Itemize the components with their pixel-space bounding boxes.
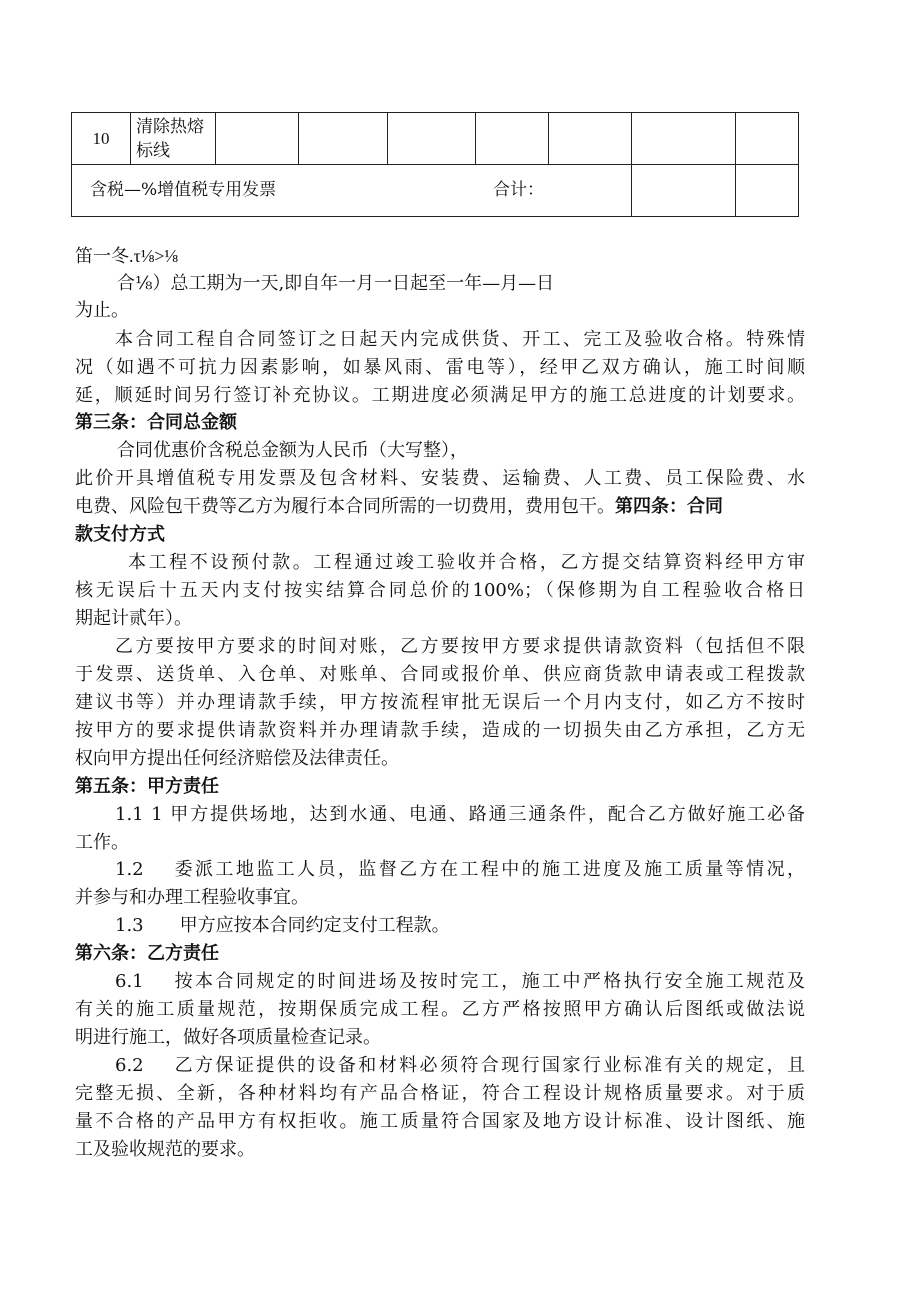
paragraph-line: 为止。 xyxy=(75,300,129,321)
paragraph-line: 建议书等）并办理请款手续，甲方按流程审批无误后一个月内支付，如乙方不按时 xyxy=(75,692,805,713)
table-cell xyxy=(388,113,476,165)
paragraph-line: 完整无损、全新，各种材料均有产品合格证，符合工程设计规格质量要求。对于质 xyxy=(75,1083,805,1104)
paragraph-line: 况（如遇不可抗力因素影响，如暴风雨、雷电等），经甲乙双方确认，施工时间顺 xyxy=(75,357,805,378)
table-cell xyxy=(736,113,799,165)
paragraph-line: 量不合格的产品甲方有权拒收。施工质量符合国家及地方设计标准、设计图纸、施 xyxy=(75,1111,805,1132)
paragraph-line: 1.1 1 甲方提供场地，达到水通、电通、路通三通条件，配合乙方做好施工必备 xyxy=(115,804,805,825)
paragraph-line: 6.2 乙方保证提供的设备和材料必须符合现行国家行业标准有关的规定，且 xyxy=(115,1055,805,1076)
paragraph-line: 并参与和办理工程验收事宜。 xyxy=(75,887,309,908)
item-name-line: 标线 xyxy=(136,140,170,161)
paragraph-line: 此价开具增值税专用发票及包含材料、安装费、运输费、人工费、员工保险费、水 xyxy=(75,468,805,489)
price-table xyxy=(71,112,799,217)
clause-two-heading: 笛一冬.τ⅛>⅛ xyxy=(75,246,178,266)
clause-four-heading-cont: 款支付方式 xyxy=(75,524,165,545)
table-cell xyxy=(549,113,632,165)
paragraph-line: 本合同工程自合同签订之日起天内完成供货、开工、完工及验收合格。特殊情 xyxy=(115,329,805,350)
total-label: 合计： xyxy=(493,180,544,200)
item-name xyxy=(131,113,216,165)
paragraph-line: 乙方要按甲方要求的时间对账，乙方要按甲方要求提供请款资料（包括但不限 xyxy=(115,636,805,657)
clause-five-heading: 第五条：甲方责任 xyxy=(75,776,219,797)
paragraph-line: 权向甲方提出任何经济赔偿及法律责任。 xyxy=(75,748,399,769)
paragraph-text: 电费、风险包干费等乙方为履行本合同所需的一切费用，费用包干。 xyxy=(75,496,615,517)
table-cell xyxy=(632,113,736,165)
table-row xyxy=(72,113,799,165)
paragraph-line: 工作。 xyxy=(75,832,129,853)
paragraph-line: 本工程不设预付款。工程通过竣工验收并合格，乙方提交结算资料经甲方审 xyxy=(128,552,805,573)
paragraph-line: 6.1 按本合同规定的时间进场及按时完工，施工中严格执行安全施工规范及 xyxy=(115,971,805,992)
paragraph-line: 核无误后十五天内支付按实结算合同总价的100%；（保修期为自工程验收合格日 xyxy=(75,580,805,601)
paragraph-line: 有关的施工质量规范，按期保质完成工程。乙方严格按照甲方确认后图纸或做法说 xyxy=(75,999,805,1020)
item-name-line: 清除热熔 xyxy=(136,116,204,137)
clause-six-heading: 第六条：乙方责任 xyxy=(75,943,219,964)
paragraph-line xyxy=(75,494,805,520)
paragraph-line: 1.2 委派工地监工人员，监督乙方在工程中的施工进度及施工质量等情况， xyxy=(115,859,805,880)
clause-four-heading: 第四条：合同 xyxy=(615,496,723,517)
tax-note-cell xyxy=(72,165,632,217)
tax-note: 含税—%增值税专用发票 xyxy=(90,180,277,200)
paragraph-line: 1.3 甲方应按本合同约定支付工程款。 xyxy=(115,915,450,936)
paragraph-line: 于发票、送货单、入仓单、对账单、合同或报价单、供应商货款申请表或工程拨款 xyxy=(75,664,805,685)
paragraph-line: 工及验收规范的要求。 xyxy=(75,1139,255,1160)
row-number: 10 xyxy=(72,113,131,165)
paragraph-line: 延，顺延时间另行签订补充协议。工期进度必须满足甲方的施工总进度的计划要求。 xyxy=(75,385,805,406)
clause-three-heading: 第三条：合同总金额 xyxy=(75,412,237,433)
table-cell xyxy=(216,113,299,165)
table-row xyxy=(72,165,799,217)
paragraph-line: 合⅛）总工期为一天,即自年一月一日起至一年—月—日 xyxy=(117,273,555,294)
total-value-cell xyxy=(632,165,736,217)
table-cell xyxy=(736,165,799,217)
paragraph-line: 明进行施工，做好各项质量检查记录。 xyxy=(75,1027,381,1048)
paragraph-line: 期起计贰年）。 xyxy=(75,608,192,629)
table-cell xyxy=(299,113,388,165)
table-cell xyxy=(476,113,549,165)
paragraph-line: 合同优惠价含税总金额为人民币（大写整）， xyxy=(117,440,468,461)
paragraph-line: 按甲方的要求提供请款资料并办理请款手续，造成的一切损失由乙方承担，乙方无 xyxy=(75,720,805,741)
